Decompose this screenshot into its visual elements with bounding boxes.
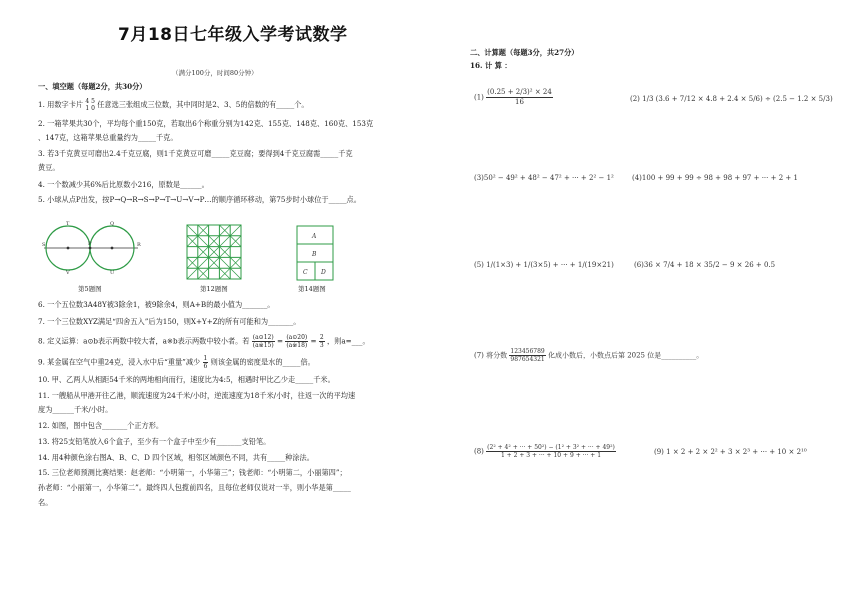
- q1-cards: [85, 98, 95, 112]
- q8-eq-2: =: [310, 336, 317, 346]
- q8-text-a: 8. 定义运算：a⊙b表示两数中较大者，a※b表示两数中较小者。若: [38, 336, 250, 346]
- fig5-label-p: P: [88, 241, 92, 247]
- calc-4: (4)100 + 99 + 99 ÷ 98 + 98 + 97 + ··· + 2 + 1: [632, 174, 798, 182]
- question-15-cont: 孙老师：“小丽第一，小华第二”。最终四人包揽前四名，且每位老师仅说对一半，则小华是第_____: [38, 483, 351, 492]
- q8-fraction-1: [252, 334, 275, 349]
- calc-7-den: 987654321: [510, 356, 545, 363]
- q8-f3-num: 2: [319, 334, 324, 341]
- fig5-label-s: S: [42, 242, 46, 248]
- question-1: [38, 98, 309, 112]
- fig14-label-c: C: [303, 269, 308, 276]
- fig5-center-right: [111, 247, 114, 250]
- calc-7: [474, 348, 703, 363]
- q9-text-b: 则该金属的密度是水的_____倍。: [210, 357, 315, 367]
- figure-14-regions: [296, 225, 336, 281]
- question-11-cont: 度为______千米/小时。: [38, 405, 113, 414]
- q8-fraction-3: [319, 334, 325, 349]
- section2-heading: 二、计算题（每题3分，共27分）: [470, 48, 579, 57]
- fig5-label-q: Q: [110, 221, 115, 227]
- calc-8-label: (8): [474, 447, 484, 456]
- calc-1-fraction: [486, 88, 553, 107]
- calc-7-text-a: (7) 将分数: [474, 351, 508, 360]
- question-10: 10. 甲、乙两人从相距54千米的两地相向而行，速度比为4:5，相遇时甲比乙少走_____千米。: [38, 375, 335, 384]
- q8-f3-den: 3: [319, 342, 324, 349]
- question-15-cont2: 名。: [38, 498, 53, 507]
- q8-eq-1: =: [276, 336, 284, 346]
- fig5-label-u: U: [110, 270, 115, 274]
- q8-fraction-2: [285, 334, 308, 349]
- calc-1-label: (1): [474, 93, 484, 102]
- q9-f-num: 1: [203, 355, 208, 362]
- question-12: 12. 如图，图中包含_______个正方形。: [38, 421, 164, 430]
- question-16-label: 16. 计 算 ：: [470, 61, 512, 70]
- fig5-caption: 第5题图: [78, 285, 102, 293]
- question-13: 13. 将25支铅笔放入6个盒子，至少有一个盒子中至少有_______支铅笔。: [38, 437, 271, 446]
- calc-5-terms: 1/(1×3) + 1/(3×5) + ··· + 1/(19×21): [486, 261, 614, 269]
- calc-1-num: (0.25 + 2/3)² × 24: [487, 88, 552, 96]
- question-7: 7. 一个三位数XYZ满足“四舍五入”后为150，则X+Y+Z的所有可能和为_______。: [38, 317, 301, 326]
- q1-text-b: 任意选三张组成三位数，其中同时是2、3、5的倍数的有_____个。: [97, 100, 309, 109]
- fig5-label-t: T: [66, 221, 70, 227]
- question-11: 11. 一艘船从甲港开往乙港，顺流速度为24千米/小时，逆流速度为18千米/小时，往返一次的平均速: [38, 391, 356, 400]
- calc-8: [474, 444, 616, 459]
- calc-8-num: (2² + 4² + ··· + 50²) − (1² + 3² + ··· + 49²): [487, 444, 615, 451]
- calc-7-text-b: 化成小数后，小数点后第 2025 位是__________。: [547, 351, 704, 360]
- q1-cards-top: 4 5: [85, 98, 95, 105]
- calc-5-label: (5): [474, 261, 484, 269]
- question-8: [38, 334, 370, 349]
- question-9: [38, 355, 315, 370]
- q8-f1-den: (a※15): [252, 342, 274, 349]
- q9-f-den: 6: [203, 363, 208, 370]
- q9-text-a: 9. 某金属在空气中重24克，浸入水中后“重量”减少: [38, 357, 201, 367]
- q9-fraction: [203, 355, 209, 370]
- calc-5: [474, 261, 614, 269]
- question-5: 5. 小球从点P出发，按P→Q→R→S→P→T→U→V→P…的顺序循环移动，第75步时小球位于_____点。: [38, 195, 361, 204]
- calc-1-den: 16: [515, 98, 524, 106]
- question-3: 3. 若3千克黄豆可磨出2.4千克豆腐，则1千克黄豆可磨_____克豆腐；要得到4千克豆腐需_____千克: [38, 149, 353, 158]
- fig14-label-b: B: [312, 251, 317, 258]
- question-3-cont: 黄豆。: [38, 163, 60, 172]
- question-14: 14. 用4种颜色涂右图A、B、C、D 四个区域，相邻区域颜色不同，共有_____种涂法。: [38, 453, 314, 462]
- q8-f2-den: (a※18): [286, 342, 308, 349]
- calc-6: (6)36 × 7/4 + 18 × 35/2 − 9 × 26 + 0.5: [634, 261, 776, 269]
- figure-5-circles: [42, 218, 142, 274]
- calc-8-den: 1 + 2 + 3 + ··· + 10 + 9 + ··· + 1: [500, 452, 602, 459]
- calc-9: (9) 1 × 2 + 2 × 2² + 3 × 2³ + ··· + 10 × 2¹⁰: [654, 448, 807, 456]
- fig12-caption: 第12题图: [200, 285, 228, 293]
- figure-12-grid: [186, 224, 242, 280]
- fig5-center-p: [89, 247, 92, 250]
- question-2-cont: 、147克，这箱苹果总重量约为_____千克。: [38, 133, 178, 142]
- fig14-caption: 第14题图: [298, 285, 326, 293]
- exam-subtitle: （满分100分，时间80分钟）: [172, 69, 258, 77]
- calc-7-num: 123456789: [510, 348, 545, 355]
- question-2: 2. 一箱苹果共30个，平均每个重150克，若取出6个称重分别为142克、155克、148克、160克、153克: [38, 119, 374, 128]
- fig14-label-a: A: [312, 233, 317, 240]
- calc-2: (2) 1/3 (3.6 + 7/12 × 4.8 + 2.4 × 5/6) ÷ (2.5 − 1.2 × 5/3): [630, 95, 833, 103]
- q1-text-a: 1. 用数字卡片: [38, 100, 84, 109]
- q8-f1-num: (a⊙12): [252, 334, 274, 341]
- calc-7-fraction: [509, 348, 545, 363]
- q1-cards-bottom: 1 0: [85, 105, 95, 112]
- calc-3: (3)50² − 49² + 48² − 47² + ··· + 2² − 1²: [474, 174, 614, 182]
- fig5-center-left: [67, 247, 70, 250]
- question-6: 6. 一个五位数3A48Y被3除余1，被9除余4，则A+B的最小值为_______。: [38, 300, 275, 309]
- page-title: 7月18日七年级入学考试数学: [118, 25, 348, 45]
- question-4: 4. 一个数减少其6%后比原数小216，原数是______。: [38, 180, 209, 189]
- fig5-label-r: R: [137, 242, 141, 248]
- q8-f2-num: (a⊙20): [286, 334, 308, 341]
- calc-1: [474, 88, 553, 107]
- section1-heading: 一、填空题（每题2分，共30分）: [38, 82, 147, 91]
- fig14-label-d: D: [321, 269, 326, 276]
- fig5-label-v: V: [66, 270, 70, 274]
- calc-8-fraction: [486, 444, 616, 459]
- question-15: 15. 三位老师预测比赛结果：赵老师：“小明第一，小华第三”；钱老师：“小明第二，小丽第四”；: [38, 468, 347, 477]
- q8-text-b: ，则a=___。: [326, 336, 370, 346]
